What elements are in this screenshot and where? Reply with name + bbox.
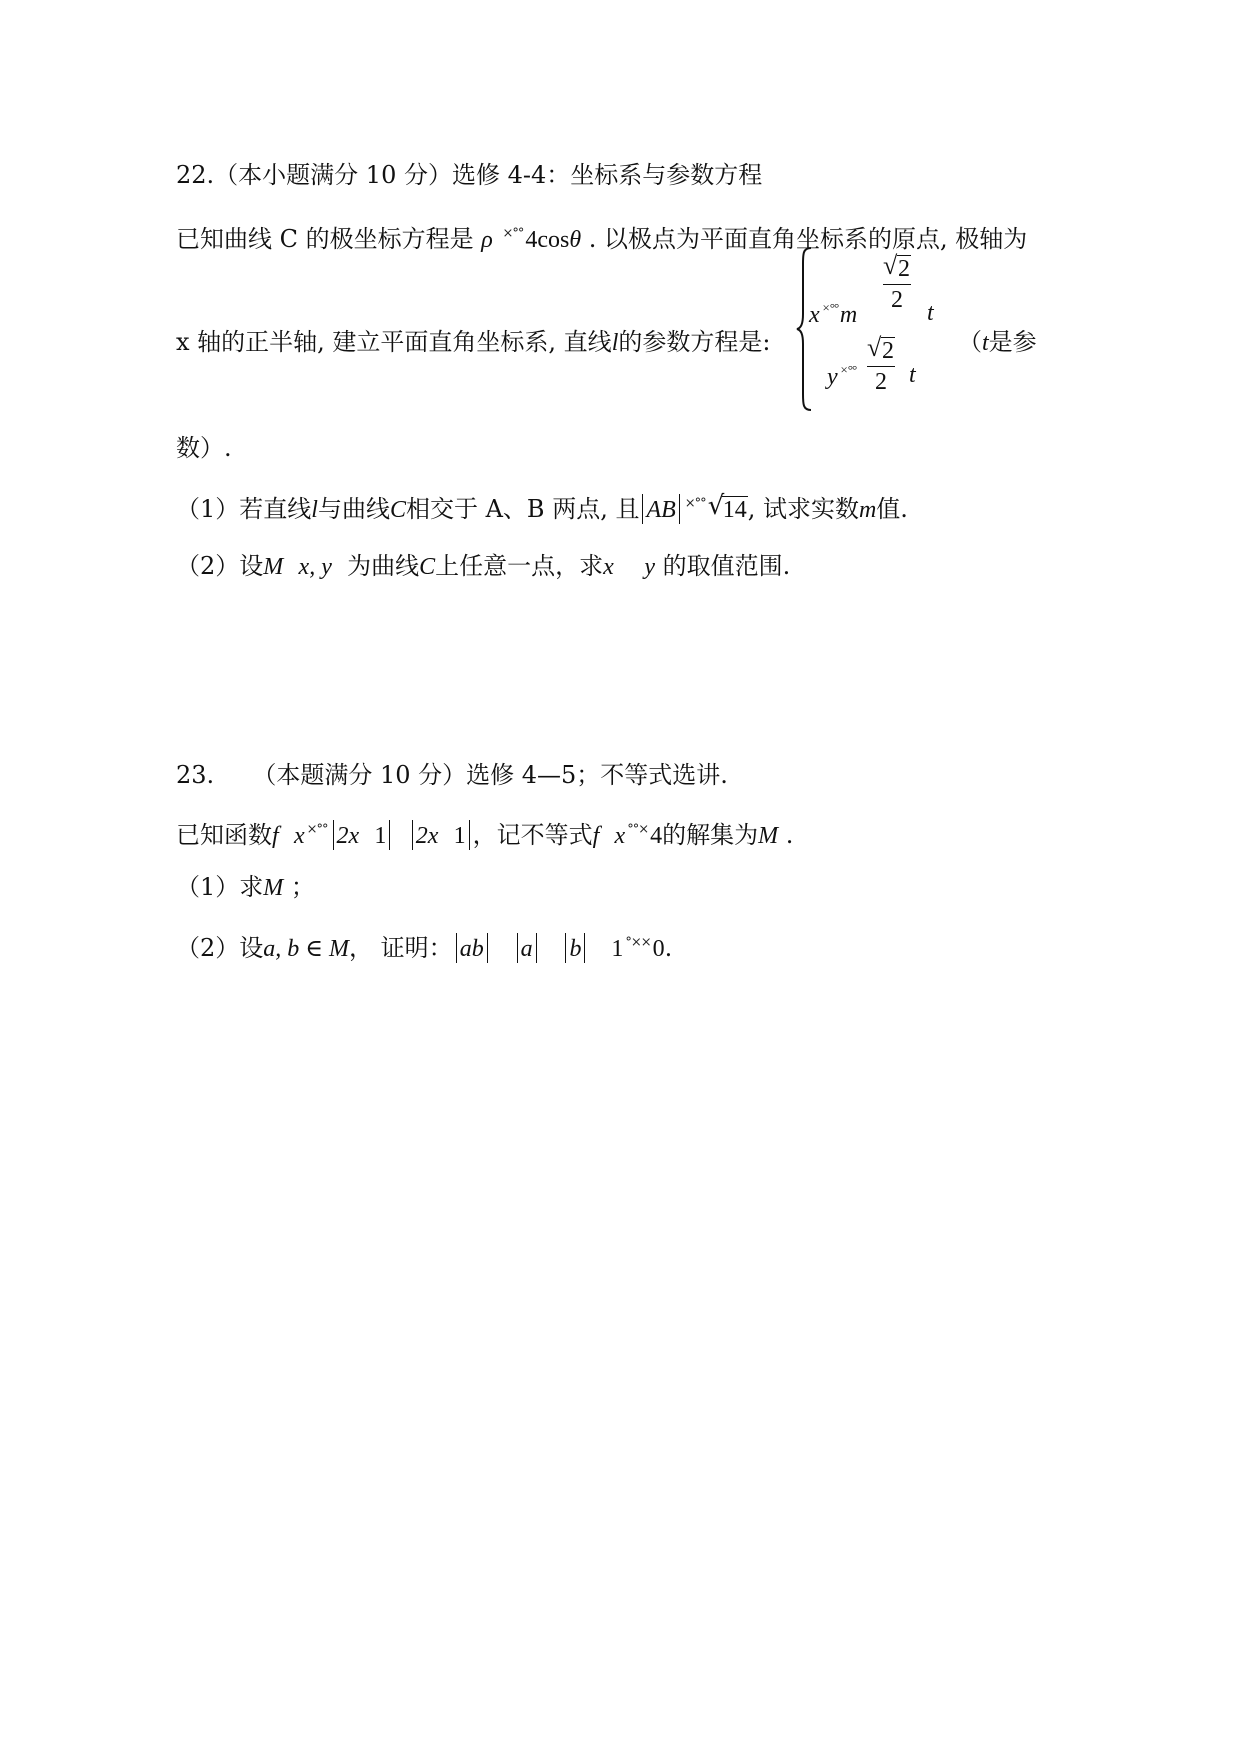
garbled-equals-glyph: ×°° — [684, 496, 706, 511]
q22-p1-text-e: 值. — [876, 495, 908, 523]
q23-p2-end: . — [664, 934, 673, 962]
q22-line2-text-d: 是参 — [988, 328, 1037, 356]
ineq-const: 4 — [650, 823, 663, 849]
q23-l1-text-a: 已知函数 — [176, 821, 272, 849]
q23-line1 — [176, 813, 793, 853]
abs-const-2: 1 — [453, 823, 466, 849]
param-t-1: t — [927, 300, 934, 326]
q22-p1-text-d: , 试求实数 — [747, 495, 859, 523]
abs-a: a — [520, 936, 533, 962]
var-x: x — [603, 554, 614, 580]
q22-line2 — [176, 325, 770, 360]
theta-symbol: θ — [569, 227, 582, 253]
q23-p2-text-b: ， 证明： — [349, 934, 453, 962]
abs-bar — [412, 820, 413, 850]
func-f: f — [592, 823, 600, 849]
func-arg-x: x — [614, 823, 626, 849]
abs-const-1: 1 — [374, 823, 387, 849]
const-zero: 0 — [652, 936, 665, 962]
abs-bar — [487, 933, 488, 963]
param-t-2: t — [909, 362, 916, 388]
q22-p2-text-d: 的取值范围. — [662, 552, 791, 580]
fraction-denominator: 2 — [883, 284, 911, 315]
q22-line1-text-b: . 以极点为平面直角坐标系的原点, 极轴为 — [588, 225, 1028, 253]
func-f: f — [272, 823, 279, 849]
garbled-equals-glyph: ×°° — [306, 822, 328, 837]
abs-bar — [584, 933, 585, 963]
q22-title: 22.（本小题满分 10 分）选修 4-4：坐标系与参数方程 — [176, 161, 763, 189]
abs-bar — [565, 933, 566, 963]
abs-bar — [469, 820, 470, 850]
segment-AB: AB — [646, 497, 676, 523]
param-t-symbol: t — [982, 330, 989, 356]
abs-bar — [642, 494, 643, 524]
q23-part2 — [176, 926, 672, 966]
set-M: M — [263, 875, 284, 901]
q23-l1-text-b: ，记不等式 — [472, 821, 593, 849]
q23-p1-text-b: ； — [290, 873, 315, 901]
q22-p2-text-b: 为曲线 — [347, 552, 420, 580]
line-l-symbol: l — [611, 330, 619, 356]
func-arg-x: x — [293, 823, 305, 849]
q22-part2 — [176, 549, 790, 584]
q22-p1-text-b: 与曲线 — [317, 495, 390, 523]
q23-l1-text-c: 的解集为 — [662, 821, 759, 849]
fraction-sqrt2-over-2: √ 2 2 — [867, 333, 894, 395]
abs-ab: ab — [459, 936, 484, 962]
param-x: x — [809, 302, 820, 328]
q22-p1-text-a: （1）若直线 — [176, 495, 312, 523]
param-m: m — [839, 302, 858, 328]
q22-line3: 数）. — [176, 434, 232, 462]
q23-l1-period: . — [785, 821, 794, 849]
q22-line2-text-c: （ — [958, 328, 982, 356]
abs-b: b — [569, 936, 582, 962]
curve-C-symbol: C — [389, 497, 406, 523]
curve-C-symbol: C — [419, 554, 436, 580]
point-M-symbol: M — [263, 554, 284, 580]
sqrt-14: 14 — [722, 497, 747, 523]
garbled-equals-glyph: ×°° — [839, 362, 856, 377]
param-y: y — [827, 364, 838, 390]
q22-p2-text-c: 上任意一点，求 — [435, 552, 604, 580]
q22-line2-text-b: 的参数方程是: — [618, 328, 771, 356]
real-m-symbol: m — [858, 497, 877, 523]
vars-ab-in-M: a, b ∈ M — [263, 936, 350, 962]
abs-bar — [333, 820, 334, 850]
q23-p2-text-a: （2）设 — [176, 934, 264, 962]
var-y: y — [644, 554, 655, 580]
q23-part1 — [176, 870, 315, 905]
q23-title — [176, 758, 728, 792]
q22-part1: （1）若直线l与曲线C相交于 A、B 两点, 且 AB ×°° √ 14, 试求实数m值. — [176, 491, 908, 523]
abs-term-2: 2x — [415, 823, 439, 849]
point-coords: x, y — [298, 554, 332, 580]
abs-bar — [679, 494, 680, 524]
garbled-ge-glyph: °×× — [625, 935, 651, 950]
q22-line2-text-a: x 轴的正半轴, 建立平面直角坐标系, 直线 — [176, 328, 612, 356]
abs-bar — [536, 933, 537, 963]
q22-p1-text-c: 相交于 A、B 两点, 且 — [405, 495, 640, 523]
line-l-symbol: l — [311, 497, 318, 523]
q23-number: 23. — [176, 761, 215, 789]
fraction-sqrt2-over-2: √ 2 2 — [883, 251, 910, 313]
sqrt-radicand: 2 — [882, 338, 894, 364]
left-brace-icon — [795, 244, 815, 414]
abs-bar — [389, 820, 390, 850]
q23-p1-text-a: （1）求 — [176, 873, 264, 901]
abs-bar — [456, 933, 457, 963]
q22-eq1: 4cos — [525, 227, 570, 253]
set-M: M — [758, 823, 779, 849]
q22-p2-text-a: （2）设 — [176, 552, 264, 580]
garbled-equals-glyph: ×°° — [821, 300, 838, 315]
q22-line2-tail — [958, 325, 1037, 360]
sqrt-radicand: 2 — [898, 256, 910, 282]
q23-title-text: （本题满分 10 分）选修 4—5；不等式选讲. — [252, 761, 728, 789]
param-row-x — [809, 300, 857, 329]
garbled-ge-glyph: °°× — [627, 822, 649, 837]
abs-bar — [517, 933, 518, 963]
rho-symbol: ρ — [481, 227, 493, 253]
garbled-equals-glyph: ×°° — [502, 226, 524, 241]
const-one: 1 — [611, 936, 624, 962]
abs-term-1: 2x — [336, 823, 360, 849]
q22-line1-text-a: 已知曲线 C 的极坐标方程是 — [176, 225, 474, 253]
param-row-y — [827, 362, 858, 391]
fraction-denominator: 2 — [867, 366, 895, 397]
